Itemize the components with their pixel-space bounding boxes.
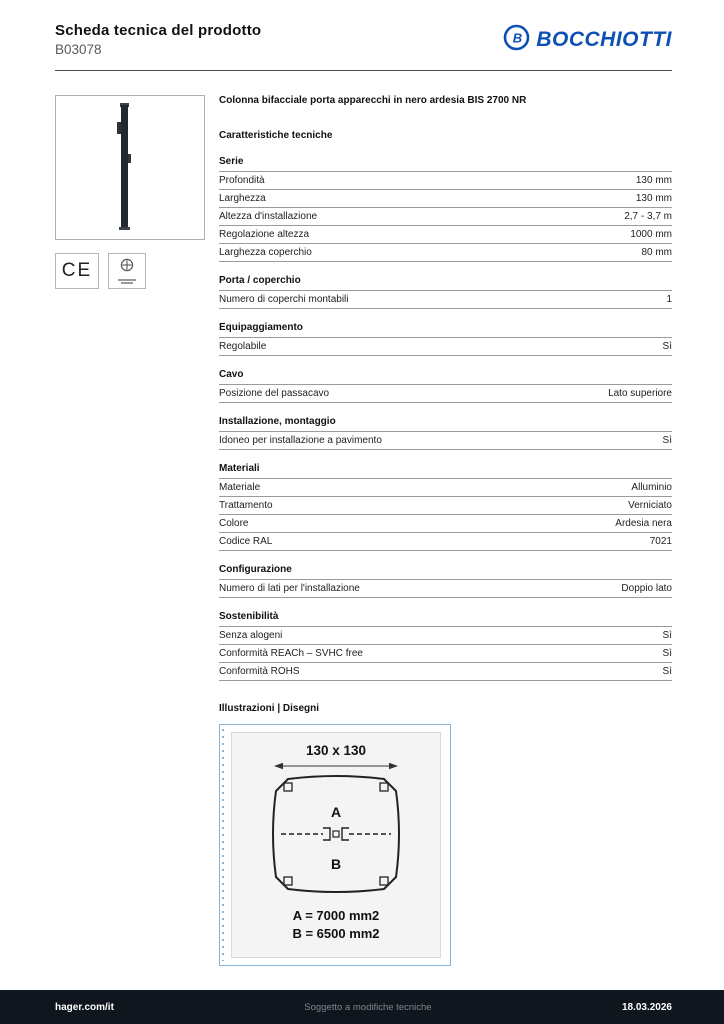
table-row: Regolabile Sì	[219, 338, 672, 356]
ce-mark	[55, 253, 99, 289]
table-row: Colore Ardesia nera	[219, 515, 672, 533]
section-configurazione	[219, 564, 672, 598]
section-title: Materiali	[219, 463, 672, 479]
product-code: B03078	[55, 42, 102, 57]
cross-section-drawing	[236, 739, 436, 951]
footer-date: 18.03.2026	[621, 1001, 672, 1013]
product-image	[55, 95, 205, 240]
right-column	[219, 95, 672, 966]
table-row: Altezza d'installazione 2,7 - 3,7 m	[219, 208, 672, 226]
brand-name: BOCCHIOTTI	[536, 28, 672, 51]
chamber-b-label: B	[330, 856, 342, 872]
section-title: Cavo	[219, 369, 672, 385]
table-row: Materiale Alluminio	[219, 479, 672, 497]
table-row: Idoneo per installazione a pavimento Sì	[219, 432, 672, 450]
table-row: Conformità ROHS Sì	[219, 663, 672, 681]
eco-certification	[108, 253, 146, 289]
footer-note: Soggetto a modifiche tecniche	[304, 1001, 432, 1013]
illustration-frame	[219, 724, 451, 966]
ce-mark-label: CE	[61, 260, 93, 281]
area-b-value: B = 6500 mm2	[292, 926, 380, 941]
section-title: Serie	[219, 156, 672, 172]
table-row: Conformità REACh – SVHC free Sì	[219, 645, 672, 663]
frame-tick-marks	[222, 729, 224, 961]
table-row: Numero di coperchi montabili 1	[219, 291, 672, 309]
header-titles	[55, 22, 261, 57]
section-installazione	[219, 416, 672, 450]
section-cavo	[219, 369, 672, 403]
table-row: Posizione del passacavo Lato superiore	[219, 385, 672, 403]
table-row: Numero di lati per l'installazione Doppio lato	[219, 580, 672, 598]
table-row: Codice RAL 7021	[219, 533, 672, 551]
section-porta-coperchio	[219, 275, 672, 309]
table-row: Senza alogeni Sì	[219, 627, 672, 645]
illustrations-heading: Illustrazioni | Disegni	[219, 703, 320, 714]
section-title: Installazione, montaggio	[219, 416, 672, 432]
section-title: Porta / coperchio	[219, 275, 672, 291]
table-row: Larghezza coperchio 80 mm	[219, 244, 672, 262]
section-materiali	[219, 463, 672, 551]
footer	[0, 990, 724, 1024]
footer-site-link[interactable]: hager.com/it	[55, 1001, 114, 1013]
left-column	[55, 95, 205, 966]
section-title: Equipaggiamento	[219, 322, 672, 338]
section-equipaggiamento	[219, 322, 672, 356]
bocchiotti-logo-icon	[503, 24, 530, 56]
table-row: Regolazione altezza 1000 mm	[219, 226, 672, 244]
section-serie	[219, 156, 672, 262]
section-sostenibilita	[219, 611, 672, 681]
product-title: Colonna bifacciale porta apparecchi in nero ardesia BIS 2700 NR	[219, 95, 527, 106]
table-row: Trattamento Verniciato	[219, 497, 672, 515]
chamber-a-label: A	[330, 804, 342, 820]
illustration-canvas	[231, 732, 441, 958]
brand-logo	[503, 24, 672, 56]
eco-cert-icon	[120, 258, 134, 277]
header-divider	[55, 70, 672, 71]
section-title: Configurazione	[219, 564, 672, 580]
table-row: Profondità 130 mm	[219, 172, 672, 190]
table-row: Larghezza 130 mm	[219, 190, 672, 208]
page-title: Scheda tecnica del prodotto	[55, 22, 262, 39]
area-a-value: A = 7000 mm2	[292, 908, 380, 923]
characteristics-heading: Caratteristiche tecniche	[219, 130, 333, 141]
cert-text-line	[121, 282, 133, 284]
svg-text:B: B	[513, 30, 523, 46]
header	[55, 22, 672, 57]
dimension-label: 130 x 130	[305, 743, 367, 758]
cert-text-line	[118, 279, 136, 281]
certification-badges	[55, 253, 205, 289]
content	[55, 95, 672, 966]
product-column-drawing	[56, 96, 204, 239]
section-title: Sostenibilità	[219, 611, 672, 627]
